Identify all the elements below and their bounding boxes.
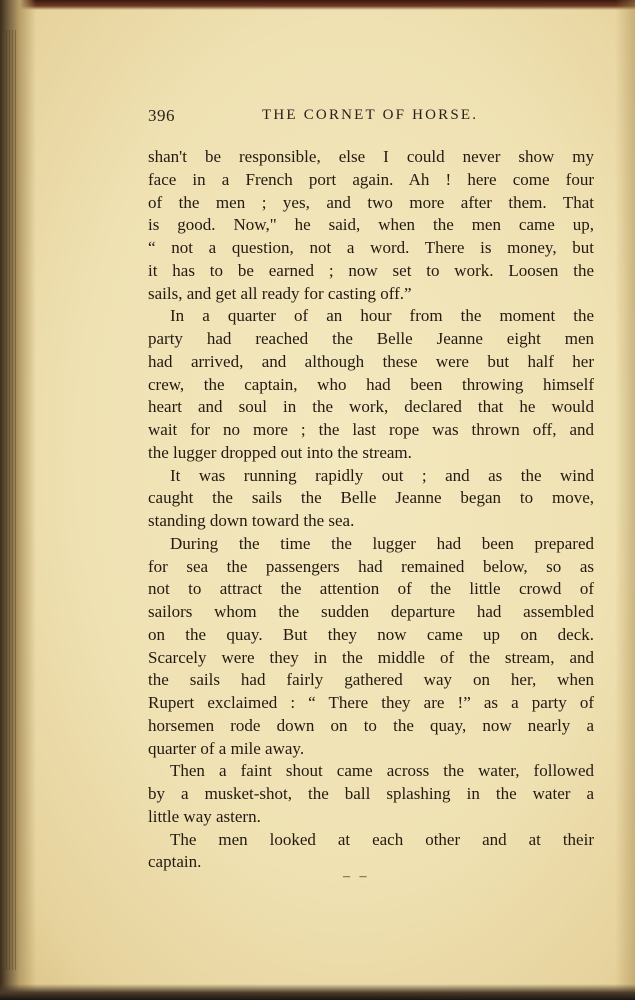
- text-line: standing down toward the sea.: [148, 511, 355, 530]
- text-line: the sails had fairly gathered way on her, when: [148, 670, 594, 690]
- running-head: THE CORNET OF HORSE.: [262, 107, 479, 123]
- text-line: shan't be responsible, else I could never show my: [148, 147, 594, 166]
- text-line: had arrived, and although these were but half her: [148, 351, 594, 371]
- text-line: horsemen rode down on to the quay, now nearly a: [148, 715, 594, 735]
- text-line: Rupert exclaimed : “ There they are !” as a party of: [148, 693, 594, 712]
- text-line: caught the sails the Belle Jeanne began to move,: [148, 488, 594, 508]
- text-line: In a quarter of an hour from the moment the: [170, 306, 594, 326]
- page-header: [148, 106, 593, 130]
- text-line: heart and soul in the work, declared that he would: [148, 397, 594, 417]
- text-line: Then a faint shout came across the water, followed: [170, 761, 594, 781]
- text-line: face in a French port again. Ah ! here come four: [148, 169, 594, 189]
- text-line: of the men ; yes, and two more after them. That: [148, 192, 594, 212]
- text-line: The men looked at each other and at their: [170, 829, 594, 849]
- text-line: by a musket-shot, the ball splashing in the water a: [148, 784, 594, 803]
- page-right-edge: [615, 0, 635, 1000]
- binding-texture: [6, 30, 16, 970]
- text-line: sails, and get all ready for casting off.”: [148, 283, 412, 303]
- text-line: During the time the lugger had been prepared: [170, 533, 594, 553]
- text-line: little way astern.: [148, 806, 261, 826]
- text-line: not to attract the attention of the little crowd of: [148, 579, 594, 599]
- text-line: is good. Now," he said, when the men came up,: [148, 215, 594, 235]
- text-line: quarter of a mile away.: [148, 738, 305, 758]
- text-line: crew, the captain, who had been throwing himself: [148, 374, 594, 394]
- body-text: [148, 146, 594, 874]
- text-line: Scarcely were they in the middle of the stream, and: [148, 647, 594, 667]
- page-top-edge: [0, 0, 635, 10]
- text-line: it has to be earned ; now set to work. Loosen the: [148, 260, 594, 280]
- text-line: captain.: [148, 852, 202, 872]
- text-line: “ not a question, not a word. There is money, but: [148, 238, 594, 257]
- text-line: the lugger dropped out into the stream.: [148, 442, 412, 462]
- page-bottom-edge: [0, 984, 635, 1000]
- footer-mark: – –: [343, 869, 370, 884]
- text-line: sailors whom the sudden departure had assembled: [148, 602, 594, 621]
- page-number: 396: [148, 106, 175, 125]
- text-line: wait for no more ; the last rope was thrown off, and: [148, 420, 594, 439]
- text-line: on the quay. But they now came up on deck.: [148, 624, 594, 644]
- text-line: party had reached the Belle Jeanne eight men: [148, 329, 594, 348]
- text-line: for sea the passengers had remained below, so as: [148, 556, 594, 576]
- text-line: It was running rapidly out ; and as the wind: [170, 465, 594, 485]
